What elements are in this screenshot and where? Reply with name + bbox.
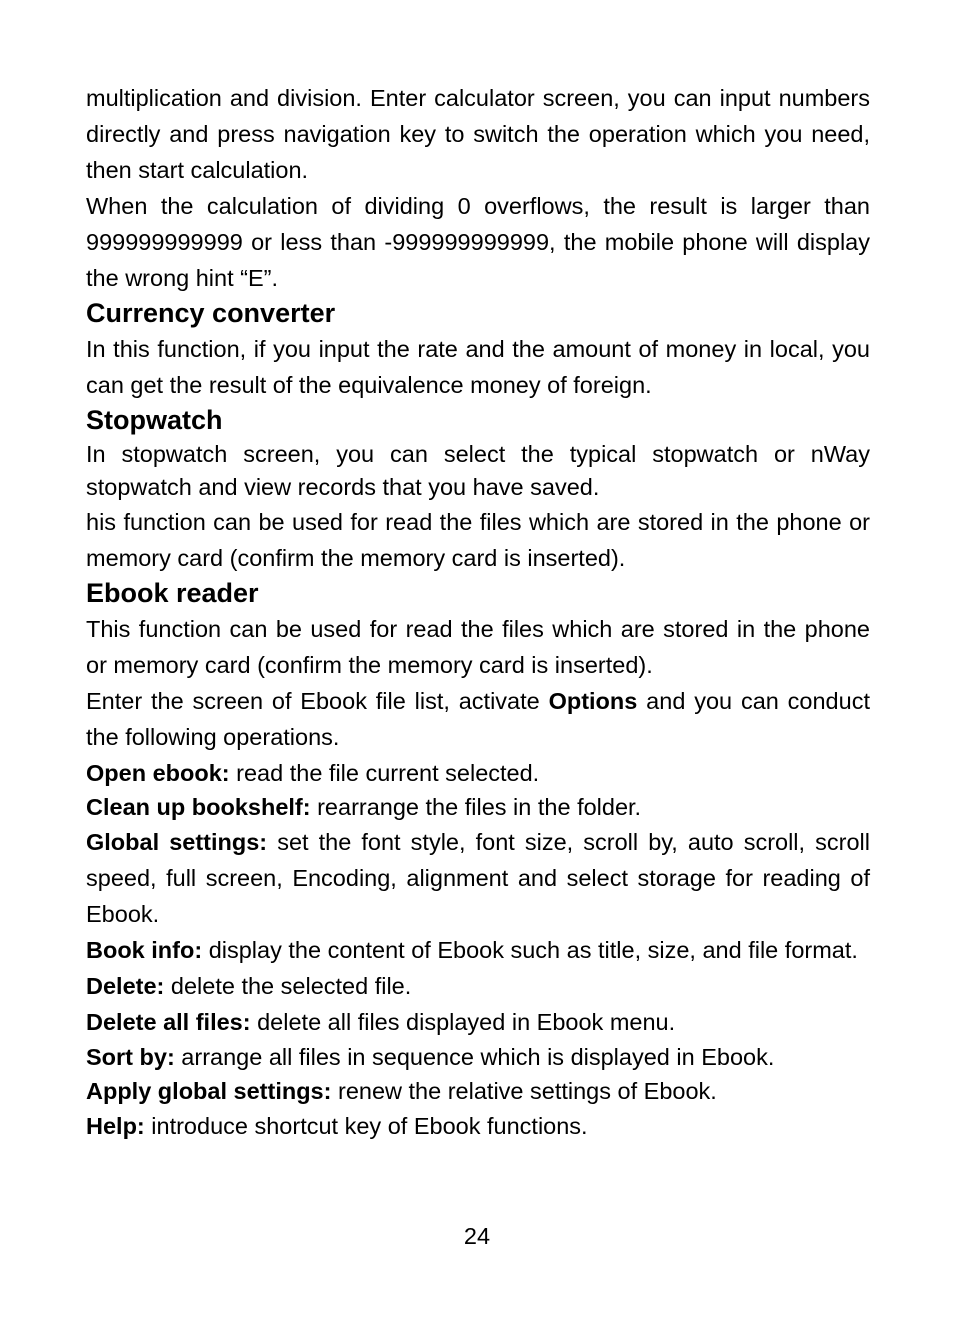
ebook-item-term: Delete: (86, 973, 165, 999)
ebook-item-term: Global settings: (86, 829, 268, 855)
ebook-item-clean-up (86, 791, 870, 824)
ebook-item-delete-all (86, 1004, 870, 1040)
heading-stopwatch: Stopwatch (86, 405, 223, 435)
ebook-item-delete (86, 968, 870, 1004)
heading-ebook-reader: Ebook reader (86, 578, 259, 608)
ebook-item-open (86, 755, 870, 791)
ebook-item-desc: rearrange the files in the folder. (310, 794, 642, 820)
ebook-item-desc: renew the relative settings of Ebook. (331, 1078, 717, 1104)
options-post-text: and you can conduct the following operations. (86, 688, 870, 750)
ebook-item-term: Clean up bookshelf: (86, 794, 311, 820)
page-content (86, 80, 870, 1144)
paragraph-overflow: When the calculation of dividing 0 overflows, the result is larger than 999999999999 or less than -999999999999, the mobile phone will display the wrong hint “E”. (86, 193, 870, 291)
paragraph-stopwatch: In stopwatch screen, you can select the typical stopwatch or nWay stopwatch and view records that you have saved. (86, 441, 870, 500)
ebook-item-desc: read the file current selected. (229, 760, 540, 786)
ebook-item-sort-by (86, 1040, 870, 1074)
ebook-item-term: Book info: (86, 937, 203, 963)
ebook-item-desc: introduce shortcut key of Ebook functions. (144, 1113, 588, 1139)
ebook-item-term: Apply global settings: (86, 1078, 332, 1104)
heading-currency-converter: Currency converter (86, 298, 336, 328)
page-number: 24 (463, 1223, 491, 1249)
ebook-item-term: Delete all files: (86, 1009, 251, 1035)
ebook-item-help (86, 1108, 870, 1144)
ebook-item-desc: set the font style, font size, scroll by, auto scroll, scroll speed, full screen, Encoding, alignment and select storage for reading of Ebook. (86, 829, 870, 927)
ebook-item-term: Help: (86, 1113, 145, 1139)
paragraph-ebook-options (86, 683, 870, 755)
ebook-item-book-info (86, 932, 870, 968)
ebook-item-desc: delete all files displayed in Ebook menu. (250, 1009, 676, 1035)
paragraph-ebook-intro: This function can be used for read the files which are stored in the phone or memory card (confirm the memory card is inserted). (86, 616, 870, 678)
ebook-item-desc: arrange all files in sequence which is displayed in Ebook. (174, 1044, 775, 1070)
paragraph-stopwatch-files: his function can be used for read the files which are stored in the phone or memory card (confirm the memory card is inserted). (86, 509, 870, 571)
ebook-item-desc: display the content of Ebook such as title, size, and file format. (202, 937, 858, 963)
ebook-item-term: Sort by: (86, 1044, 175, 1070)
options-pre-text: Enter the screen of Ebook file list, activate (86, 688, 549, 714)
ebook-item-term: Open ebook: (86, 760, 230, 786)
ebook-item-apply-global (86, 1074, 870, 1108)
ebook-item-desc: delete the selected file. (164, 973, 412, 999)
paragraph-currency: In this function, if you input the rate and the amount of money in local, you can get the result of the equivalence money of foreign. (86, 336, 870, 398)
options-term: Options (548, 688, 638, 714)
ebook-item-global-settings (86, 824, 870, 932)
paragraph-calculator: multiplication and division. Enter calculator screen, you can input numbers directly and press navigation key to switch the operation which you need, then start calculation. (86, 85, 870, 183)
